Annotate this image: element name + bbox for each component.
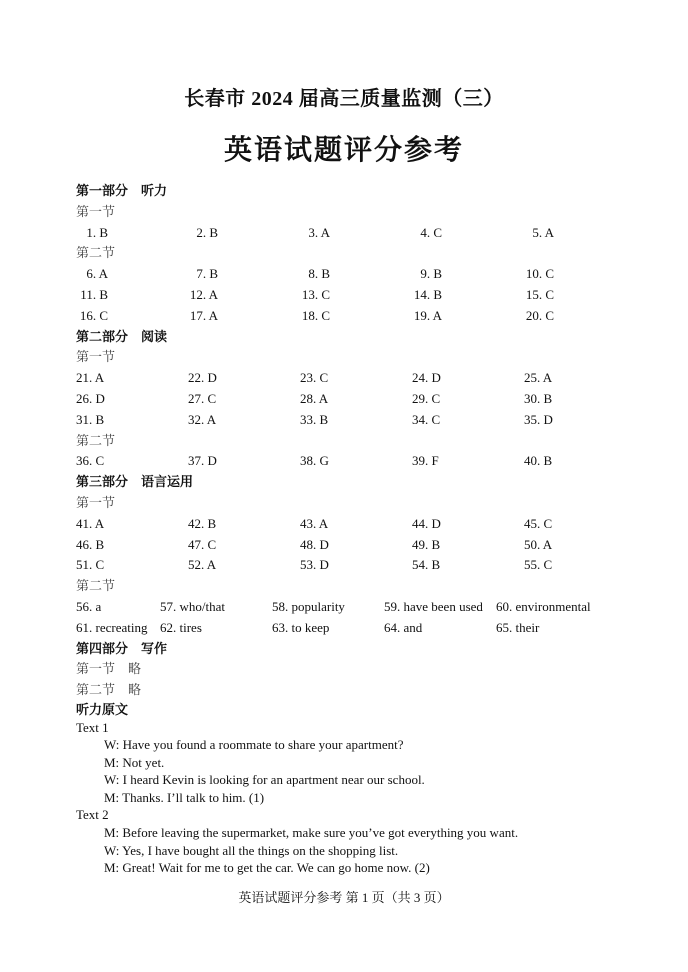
answer-cell: 31. B (76, 411, 105, 427)
part1-section2-label: 第二节 (76, 245, 116, 261)
part2-section2-label: 第二节 (76, 432, 116, 448)
answer-cell: 49. B (412, 536, 441, 552)
answer-cell: 26. D (76, 390, 105, 406)
part2-section1-label: 第一节 (76, 349, 116, 365)
answer-cell: 50. A (524, 536, 553, 552)
answer-cell: 22. D (188, 370, 217, 386)
answer-cell: 25. A (524, 370, 553, 386)
answer-cell: 6. A (86, 266, 108, 282)
answer-cell: 8. B (308, 266, 330, 282)
answer-cell: 11. B (80, 286, 108, 302)
part3-section1-label: 第一节 (76, 494, 116, 510)
answer-cell: 35. D (524, 411, 553, 427)
answer-cell: 19. A (413, 307, 442, 323)
answer-cell: 52. A (188, 557, 217, 573)
page-footer: 英语试题评分参考 第 1 页（共 3 页） (238, 890, 450, 905)
answer-cell: 38. G (300, 453, 329, 469)
answer-cell: 18. C (301, 307, 330, 323)
part4-section1: 第一节 略 (76, 661, 142, 677)
answer-cell: 45. C (524, 515, 553, 531)
answer-cell: 54. B (412, 557, 441, 573)
part1-section1-label: 第一节 (76, 203, 116, 219)
answer-row (76, 223, 636, 244)
answer-cell: 28. A (300, 390, 329, 406)
answer-cell: 5. A (532, 224, 554, 240)
answer-cell: 55. C (524, 557, 553, 573)
answer-cell: 32. A (188, 411, 217, 427)
answer-cell: 51. C (76, 557, 105, 573)
answer-cell: 36. C (76, 453, 105, 469)
answer-cell: 9. B (420, 266, 442, 282)
document-subtitle: 英语试题评分参考 (223, 135, 464, 166)
answer-cell: 47. C (188, 536, 217, 552)
answer-row (76, 389, 636, 410)
answer-cell: 63. to keep (272, 619, 330, 635)
answer-cell: 43. A (300, 515, 329, 531)
transcript-text-label: Text 1 (76, 719, 109, 735)
transcript-text-label: Text 2 (76, 807, 109, 823)
transcript-line: M: Great! Wait for me to get the car. We can go home now. (2) (104, 860, 430, 876)
transcript-line: M: Before leaving the supermarket, make sure you’ve got everything you want. (104, 825, 519, 841)
answer-cell: 13. C (301, 286, 330, 302)
exam-title: 长春市 2024 届高三质量监测（三） (184, 88, 504, 110)
part3-heading: 第三部分 语言运用 (76, 474, 194, 490)
answer-cell: 12. A (189, 286, 218, 302)
transcript-line: W: Have you found a roommate to share your apartment? (104, 737, 404, 753)
part3-section2-label: 第二节 (76, 578, 116, 594)
answer-cell: 23. C (300, 370, 329, 386)
answer-cell: 7. B (196, 266, 218, 282)
part4-section2: 第二节 略 (76, 682, 142, 698)
transcript-line: M: Not yet. (104, 754, 165, 770)
transcript-line: W: Yes, I have bought all the things on the shopping list. (104, 842, 399, 858)
answer-cell: 64. and (384, 619, 423, 635)
answer-cell: 59. have been used (384, 598, 483, 614)
answer-cell: 20. C (525, 307, 554, 323)
answer-cell: 40. B (524, 453, 553, 469)
answer-cell: 61. recreating (76, 619, 148, 635)
answer-row (76, 618, 636, 639)
answer-cell: 30. B (524, 390, 553, 406)
answer-cell: 33. B (300, 411, 329, 427)
answer-row (76, 264, 636, 285)
answer-cell: 42. B (188, 515, 217, 531)
answer-cell: 57. who/that (160, 598, 225, 614)
answer-cell: 24. D (412, 370, 441, 386)
part2-heading: 第二部分 阅读 (76, 328, 168, 344)
answer-cell: 46. B (76, 536, 105, 552)
answer-cell: 62. tires (160, 619, 202, 635)
answer-cell: 37. D (188, 453, 217, 469)
answer-cell: 29. C (412, 390, 441, 406)
answer-cell: 15. C (525, 286, 554, 302)
answer-cell: 17. A (189, 307, 218, 323)
part4-heading: 第四部分 写作 (76, 640, 168, 656)
answer-cell: 44. D (412, 515, 441, 531)
transcript-line: M: Thanks. I’ll talk to him. (1) (104, 789, 265, 805)
answer-row (76, 306, 636, 327)
transcript-line: W: I heard Kevin is looking for an apartment near our school. (104, 772, 425, 788)
answer-cell: 10. C (525, 266, 554, 282)
answer-cell: 14. B (413, 286, 442, 302)
answer-row (76, 451, 636, 472)
answer-row (76, 555, 636, 576)
answer-row (76, 535, 636, 556)
answer-content (76, 181, 636, 877)
answer-cell: 21. A (76, 370, 105, 386)
answer-row (76, 285, 636, 306)
answer-row (76, 410, 636, 431)
answer-row (76, 368, 636, 389)
answer-row (76, 514, 636, 535)
answer-cell: 1. B (86, 224, 108, 240)
answer-cell: 56. a (76, 598, 102, 614)
answer-cell: 58. popularity (272, 598, 345, 614)
answer-cell: 27. C (188, 390, 217, 406)
answer-cell: 2. B (196, 224, 218, 240)
answer-row (76, 597, 636, 618)
transcript-heading: 听力原文 (76, 701, 129, 717)
answer-cell: 41. A (76, 515, 105, 531)
answer-cell: 34. C (412, 411, 441, 427)
answer-cell: 65. their (496, 619, 540, 635)
answer-cell: 4. C (420, 224, 442, 240)
answer-cell: 16. C (79, 307, 108, 323)
answer-cell: 39. F (412, 453, 439, 469)
part1-heading: 第一部分 听力 (76, 183, 168, 198)
answer-cell: 60. environmental (496, 598, 591, 614)
answer-cell: 53. D (300, 557, 329, 573)
answer-cell: 3. A (308, 224, 330, 240)
answer-cell: 48. D (300, 536, 329, 552)
